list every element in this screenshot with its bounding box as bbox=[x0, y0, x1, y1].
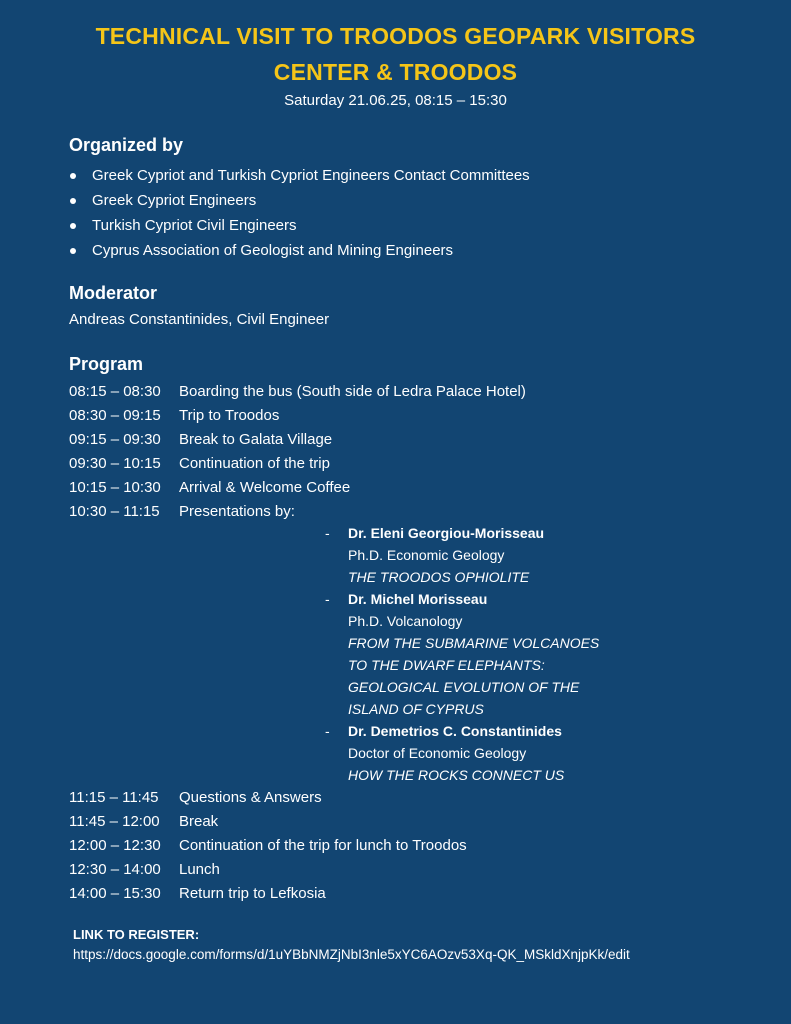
talk-title: GEOLOGICAL EVOLUTION OF THE bbox=[348, 679, 580, 695]
speakers-list bbox=[325, 522, 599, 786]
time-slot: 09:30 – 10:15 bbox=[69, 455, 161, 472]
organizer-name: Greek Cypriot Engineers bbox=[92, 192, 257, 209]
time-slot: 11:15 – 11:45 bbox=[69, 789, 159, 806]
time-slot: 08:30 – 09:15 bbox=[69, 407, 161, 424]
register-label: LINK TO REGISTER: bbox=[73, 927, 200, 942]
bullet-icon bbox=[70, 248, 76, 254]
time-slot: 12:30 – 14:00 bbox=[69, 861, 161, 878]
program-list-top bbox=[69, 380, 526, 524]
title-line-2: CENTER & TROODOS bbox=[273, 59, 518, 85]
activity: Return trip to Lefkosia bbox=[179, 885, 326, 902]
table-row bbox=[69, 834, 467, 858]
talk-title: ISLAND OF CYPRUS bbox=[348, 701, 484, 717]
talk-title-row bbox=[325, 698, 599, 720]
talk-title: HOW THE ROCKS CONNECT US bbox=[348, 767, 565, 783]
event-date: Saturday 21.06.25, 08:15 – 15:30 bbox=[284, 92, 507, 109]
talk-title-row bbox=[325, 632, 599, 654]
table-row bbox=[69, 810, 467, 834]
register-section bbox=[73, 925, 630, 965]
table-row bbox=[69, 404, 526, 428]
speaker-degree: Doctor of Economic Geology bbox=[348, 745, 527, 761]
title-line-1: TECHNICAL VISIT TO TROODOS GEOPARK VISITORS bbox=[95, 23, 696, 49]
talk-title-row bbox=[325, 676, 599, 698]
activity: Arrival & Welcome Coffee bbox=[179, 479, 351, 496]
table-row bbox=[69, 476, 526, 500]
time-slot: 12:00 – 12:30 bbox=[69, 837, 161, 854]
organizer-name: Cyprus Association of Geologist and Mining Engineers bbox=[92, 242, 454, 259]
list-item bbox=[69, 163, 530, 188]
program-heading: Program bbox=[69, 354, 144, 374]
activity: Break to Galata Village bbox=[179, 431, 333, 448]
moderator-name: Andreas Constantinides, Civil Engineer bbox=[69, 311, 330, 328]
table-row bbox=[69, 380, 526, 404]
activity: Presentations by: bbox=[179, 503, 295, 520]
talk-title: THE TROODOS OPHIOLITE bbox=[348, 569, 530, 585]
dash-marker: - bbox=[325, 525, 330, 541]
talk-title-row bbox=[325, 654, 599, 676]
activity: Continuation of the trip bbox=[179, 455, 330, 472]
activity: Lunch bbox=[179, 861, 220, 878]
speaker-name: Dr. Eleni Georgiou-Morisseau bbox=[348, 525, 545, 541]
list-item bbox=[69, 188, 530, 213]
program-list-bottom bbox=[69, 786, 467, 906]
activity: Questions & Answers bbox=[179, 789, 322, 806]
bullet-icon bbox=[70, 198, 76, 204]
activity: Break bbox=[179, 813, 219, 830]
organizer-name: Greek Cypriot and Turkish Cypriot Engineers Contact Committees bbox=[92, 167, 530, 184]
table-row bbox=[69, 786, 467, 810]
time-slot: 10:15 – 10:30 bbox=[69, 479, 161, 496]
table-row bbox=[69, 858, 467, 882]
time-slot: 14:00 – 15:30 bbox=[69, 885, 161, 902]
list-item bbox=[69, 238, 530, 263]
page-title bbox=[0, 18, 791, 90]
speaker-degree: Ph.D. Economic Geology bbox=[348, 547, 505, 563]
speaker-degree-row bbox=[325, 544, 599, 566]
bullet-icon bbox=[70, 173, 76, 179]
time-slot: 09:15 – 09:30 bbox=[69, 431, 161, 448]
speaker-name-row bbox=[325, 720, 599, 742]
dash-marker: - bbox=[325, 591, 330, 607]
speaker-name-row bbox=[325, 522, 599, 544]
table-row bbox=[69, 500, 526, 524]
time-slot: 11:45 – 12:00 bbox=[69, 813, 160, 830]
table-row bbox=[69, 452, 526, 476]
dash-marker: - bbox=[325, 723, 330, 739]
organizers-list bbox=[69, 163, 530, 263]
speaker-degree-row bbox=[325, 742, 599, 764]
talk-title-row bbox=[325, 764, 599, 786]
talk-title: TO THE DWARF ELEPHANTS: bbox=[348, 657, 545, 673]
organized-heading: Organized by bbox=[69, 135, 184, 155]
time-slot: 10:30 – 11:15 bbox=[69, 503, 160, 520]
activity: Continuation of the trip for lunch to Troodos bbox=[179, 837, 467, 854]
activity: Boarding the bus (South side of Ledra Palace Hotel) bbox=[179, 383, 526, 400]
table-row bbox=[69, 428, 526, 452]
speaker-degree: Ph.D. Volcanology bbox=[348, 613, 463, 629]
time-slot: 08:15 – 08:30 bbox=[69, 383, 161, 400]
list-item bbox=[69, 213, 530, 238]
moderator-heading: Moderator bbox=[69, 283, 158, 303]
table-row bbox=[69, 882, 467, 906]
speaker-name: Dr. Michel Morisseau bbox=[348, 591, 488, 607]
talk-title-row bbox=[325, 566, 599, 588]
activity: Trip to Troodos bbox=[179, 407, 280, 424]
talk-title: FROM THE SUBMARINE VOLCANOES bbox=[348, 635, 600, 651]
speaker-name-row bbox=[325, 588, 599, 610]
organizer-name: Turkish Cypriot Civil Engineers bbox=[92, 217, 297, 234]
register-link[interactable]: https://docs.google.com/forms/d/1uYBbNMZjNbI3nle5xYC6AOzv53Xq-QK_MSkldXnjpKk/edit bbox=[73, 947, 630, 962]
speaker-degree-row bbox=[325, 610, 599, 632]
speaker-name: Dr. Demetrios C. Constantinides bbox=[348, 723, 562, 739]
bullet-icon bbox=[70, 223, 76, 229]
